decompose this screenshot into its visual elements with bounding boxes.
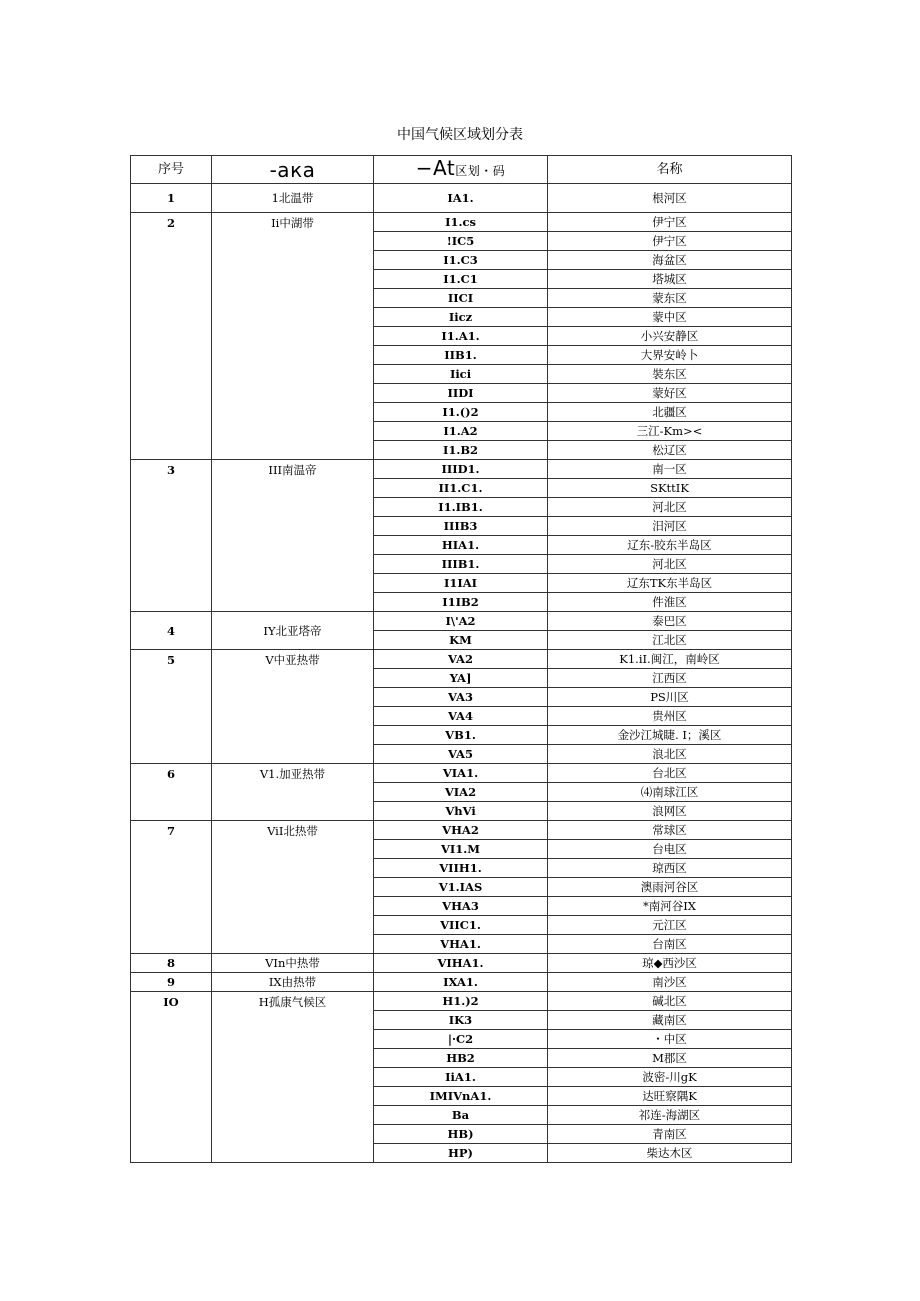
region-code-cell: IiA1. — [374, 1068, 548, 1087]
zone-name-cell: H孤康气候区 — [212, 992, 374, 1163]
header-index: 序号 — [131, 156, 212, 184]
region-code-cell: VB1. — [374, 726, 548, 745]
zone-index-cell: 2 — [131, 213, 212, 460]
table-row — [131, 992, 792, 1011]
region-name-cell: 伊宁区 — [548, 232, 792, 251]
region-name-cell: SKttIK — [548, 479, 792, 498]
region-name-cell: 辽东TK东半岛区 — [548, 574, 792, 593]
region-name-cell: 大界安岭卜 — [548, 346, 792, 365]
region-code-cell: Iicz — [374, 308, 548, 327]
region-name-cell: 蒙中区 — [548, 308, 792, 327]
region-code-cell: Iici — [374, 365, 548, 384]
region-code-cell: VI1.M — [374, 840, 548, 859]
region-code-cell: I1.cs — [374, 213, 548, 232]
region-name-cell: 达旺察隅K — [548, 1087, 792, 1106]
table-header-row — [131, 156, 792, 184]
region-name-cell: 青南区 — [548, 1125, 792, 1144]
region-name-cell: 台北区 — [548, 764, 792, 783]
region-name-cell: 浪网区 — [548, 802, 792, 821]
region-code-cell: VIA2 — [374, 783, 548, 802]
region-code-cell: IXA1. — [374, 973, 548, 992]
zone-name-cell: IY北亚塔帝 — [212, 612, 374, 650]
region-name-cell: 北疆区 — [548, 403, 792, 422]
region-code-cell: VHA2 — [374, 821, 548, 840]
region-code-cell: VIIC1. — [374, 916, 548, 935]
climate-zone-table — [130, 155, 792, 1163]
region-name-cell: 海盆区 — [548, 251, 792, 270]
region-code-cell: HB) — [374, 1125, 548, 1144]
zone-name-cell: IX由热带 — [212, 973, 374, 992]
region-name-cell: 台电区 — [548, 840, 792, 859]
region-code-cell: I1.C3 — [374, 251, 548, 270]
region-code-cell: V1.IAS — [374, 878, 548, 897]
region-name-cell: ・中区 — [548, 1030, 792, 1049]
region-code-cell: VHA1. — [374, 935, 548, 954]
region-name-cell: 南沙区 — [548, 973, 792, 992]
region-name-cell: 三江-Km>< — [548, 422, 792, 441]
zone-name-cell: III南温帝 — [212, 460, 374, 612]
region-name-cell: 泰巴区 — [548, 612, 792, 631]
region-code-cell: IA1. — [374, 184, 548, 213]
region-code-cell: IK3 — [374, 1011, 548, 1030]
region-name-cell: 琼◆西沙区 — [548, 954, 792, 973]
region-code-cell: IIIB1. — [374, 555, 548, 574]
region-name-cell: 裝东区 — [548, 365, 792, 384]
header-name: 名称 — [548, 156, 792, 184]
region-name-cell: 根河区 — [548, 184, 792, 213]
table-row — [131, 213, 792, 232]
region-name-cell: 松辽区 — [548, 441, 792, 460]
region-name-cell: 金沙江城睫. I；溪区 — [548, 726, 792, 745]
region-name-cell: 江西区 — [548, 669, 792, 688]
region-name-cell: 碱北区 — [548, 992, 792, 1011]
region-name-cell: 汨河区 — [548, 517, 792, 536]
region-code-cell: IIB1. — [374, 346, 548, 365]
header-code — [374, 156, 548, 184]
region-name-cell: 澳雨河谷区 — [548, 878, 792, 897]
region-code-cell: VA4 — [374, 707, 548, 726]
region-name-cell: 塔城区 — [548, 270, 792, 289]
region-code-cell: VIIH1. — [374, 859, 548, 878]
region-code-cell: VhVi — [374, 802, 548, 821]
zone-index-cell: 6 — [131, 764, 212, 821]
region-code-cell: HP) — [374, 1144, 548, 1163]
region-code-cell: IIDI — [374, 384, 548, 403]
zone-index-cell: 9 — [131, 973, 212, 992]
region-code-cell: VA3 — [374, 688, 548, 707]
table-row — [131, 821, 792, 840]
region-name-cell: 蒙东区 — [548, 289, 792, 308]
table-row — [131, 460, 792, 479]
zone-index-cell: 4 — [131, 612, 212, 650]
region-name-cell: 河北区 — [548, 498, 792, 517]
region-name-cell: PS川区 — [548, 688, 792, 707]
region-code-cell: IIIB3 — [374, 517, 548, 536]
region-code-cell: H1.)2 — [374, 992, 548, 1011]
region-name-cell: 小兴安静区 — [548, 327, 792, 346]
zone-index-cell: 8 — [131, 954, 212, 973]
region-name-cell: *南河谷IX — [548, 897, 792, 916]
zone-name-cell: ViI北热带 — [212, 821, 374, 954]
region-code-cell: IICI — [374, 289, 548, 308]
region-name-cell: 伊宁区 — [548, 213, 792, 232]
region-name-cell: 元江区 — [548, 916, 792, 935]
region-code-cell: I1.()2 — [374, 403, 548, 422]
region-name-cell: 件淮区 — [548, 593, 792, 612]
region-code-cell: VA5 — [374, 745, 548, 764]
region-name-cell: 蒙好区 — [548, 384, 792, 403]
region-code-cell: I\'A2 — [374, 612, 548, 631]
region-code-cell: |·C2 — [374, 1030, 548, 1049]
zone-name-cell: V1.加亚热带 — [212, 764, 374, 821]
region-name-cell: 柴达木区 — [548, 1144, 792, 1163]
zone-name-cell: V中亚热带 — [212, 650, 374, 764]
table-row — [131, 612, 792, 631]
zone-index-cell: 3 — [131, 460, 212, 612]
zone-index-cell: IO — [131, 992, 212, 1163]
region-code-cell: I1.A2 — [374, 422, 548, 441]
zone-name-cell: 1北温带 — [212, 184, 374, 213]
region-name-cell: 江北区 — [548, 631, 792, 650]
header-code-small: 区划・码 — [455, 164, 506, 178]
region-name-cell: K1.iI.闽江，南岭区 — [548, 650, 792, 669]
region-name-cell: 河北区 — [548, 555, 792, 574]
region-code-cell: I1.C1 — [374, 270, 548, 289]
zone-name-cell: Ii中湖带 — [212, 213, 374, 460]
region-code-cell: II1.C1. — [374, 479, 548, 498]
region-code-cell: HIA1. — [374, 536, 548, 555]
region-name-cell: 常球区 — [548, 821, 792, 840]
zone-index-cell: 7 — [131, 821, 212, 954]
region-code-cell: YA] — [374, 669, 548, 688]
region-code-cell: I1.B2 — [374, 441, 548, 460]
region-code-cell: I1.IB1. — [374, 498, 548, 517]
region-code-cell: KM — [374, 631, 548, 650]
table-row — [131, 954, 792, 973]
region-code-cell: I1IB2 — [374, 593, 548, 612]
region-code-cell: I1.A1. — [374, 327, 548, 346]
region-name-cell: 琼西区 — [548, 859, 792, 878]
header-code-big: −At — [415, 156, 456, 180]
region-name-cell: 祁连-海湖区 — [548, 1106, 792, 1125]
region-name-cell: 南一区 — [548, 460, 792, 479]
region-code-cell: IIID1. — [374, 460, 548, 479]
region-code-cell: VHA3 — [374, 897, 548, 916]
region-name-cell: 浪北区 — [548, 745, 792, 764]
table-row — [131, 764, 792, 783]
region-code-cell: IMIVnA1. — [374, 1087, 548, 1106]
region-name-cell: 辽东-胶东半岛区 — [548, 536, 792, 555]
region-code-cell: I1IAI — [374, 574, 548, 593]
region-name-cell: 台南区 — [548, 935, 792, 954]
zone-name-cell: VIn中热带 — [212, 954, 374, 973]
table-row — [131, 650, 792, 669]
region-name-cell: 藏南区 — [548, 1011, 792, 1030]
region-code-cell: VA2 — [374, 650, 548, 669]
region-name-cell: ⑷南球江区 — [548, 783, 792, 802]
region-name-cell: M郡区 — [548, 1049, 792, 1068]
table-row — [131, 184, 792, 213]
zone-index-cell: 5 — [131, 650, 212, 764]
region-code-cell: VIHA1. — [374, 954, 548, 973]
region-name-cell: 贵州区 — [548, 707, 792, 726]
page-title: 中国气候区域划分表 — [397, 127, 523, 143]
header-zone: -aкa — [212, 156, 374, 184]
zone-index-cell: 1 — [131, 184, 212, 213]
region-code-cell: Ba — [374, 1106, 548, 1125]
table-row — [131, 973, 792, 992]
region-name-cell: 波密-川gK — [548, 1068, 792, 1087]
region-code-cell: HB2 — [374, 1049, 548, 1068]
region-code-cell: !IC5 — [374, 232, 548, 251]
region-code-cell: VIA1. — [374, 764, 548, 783]
